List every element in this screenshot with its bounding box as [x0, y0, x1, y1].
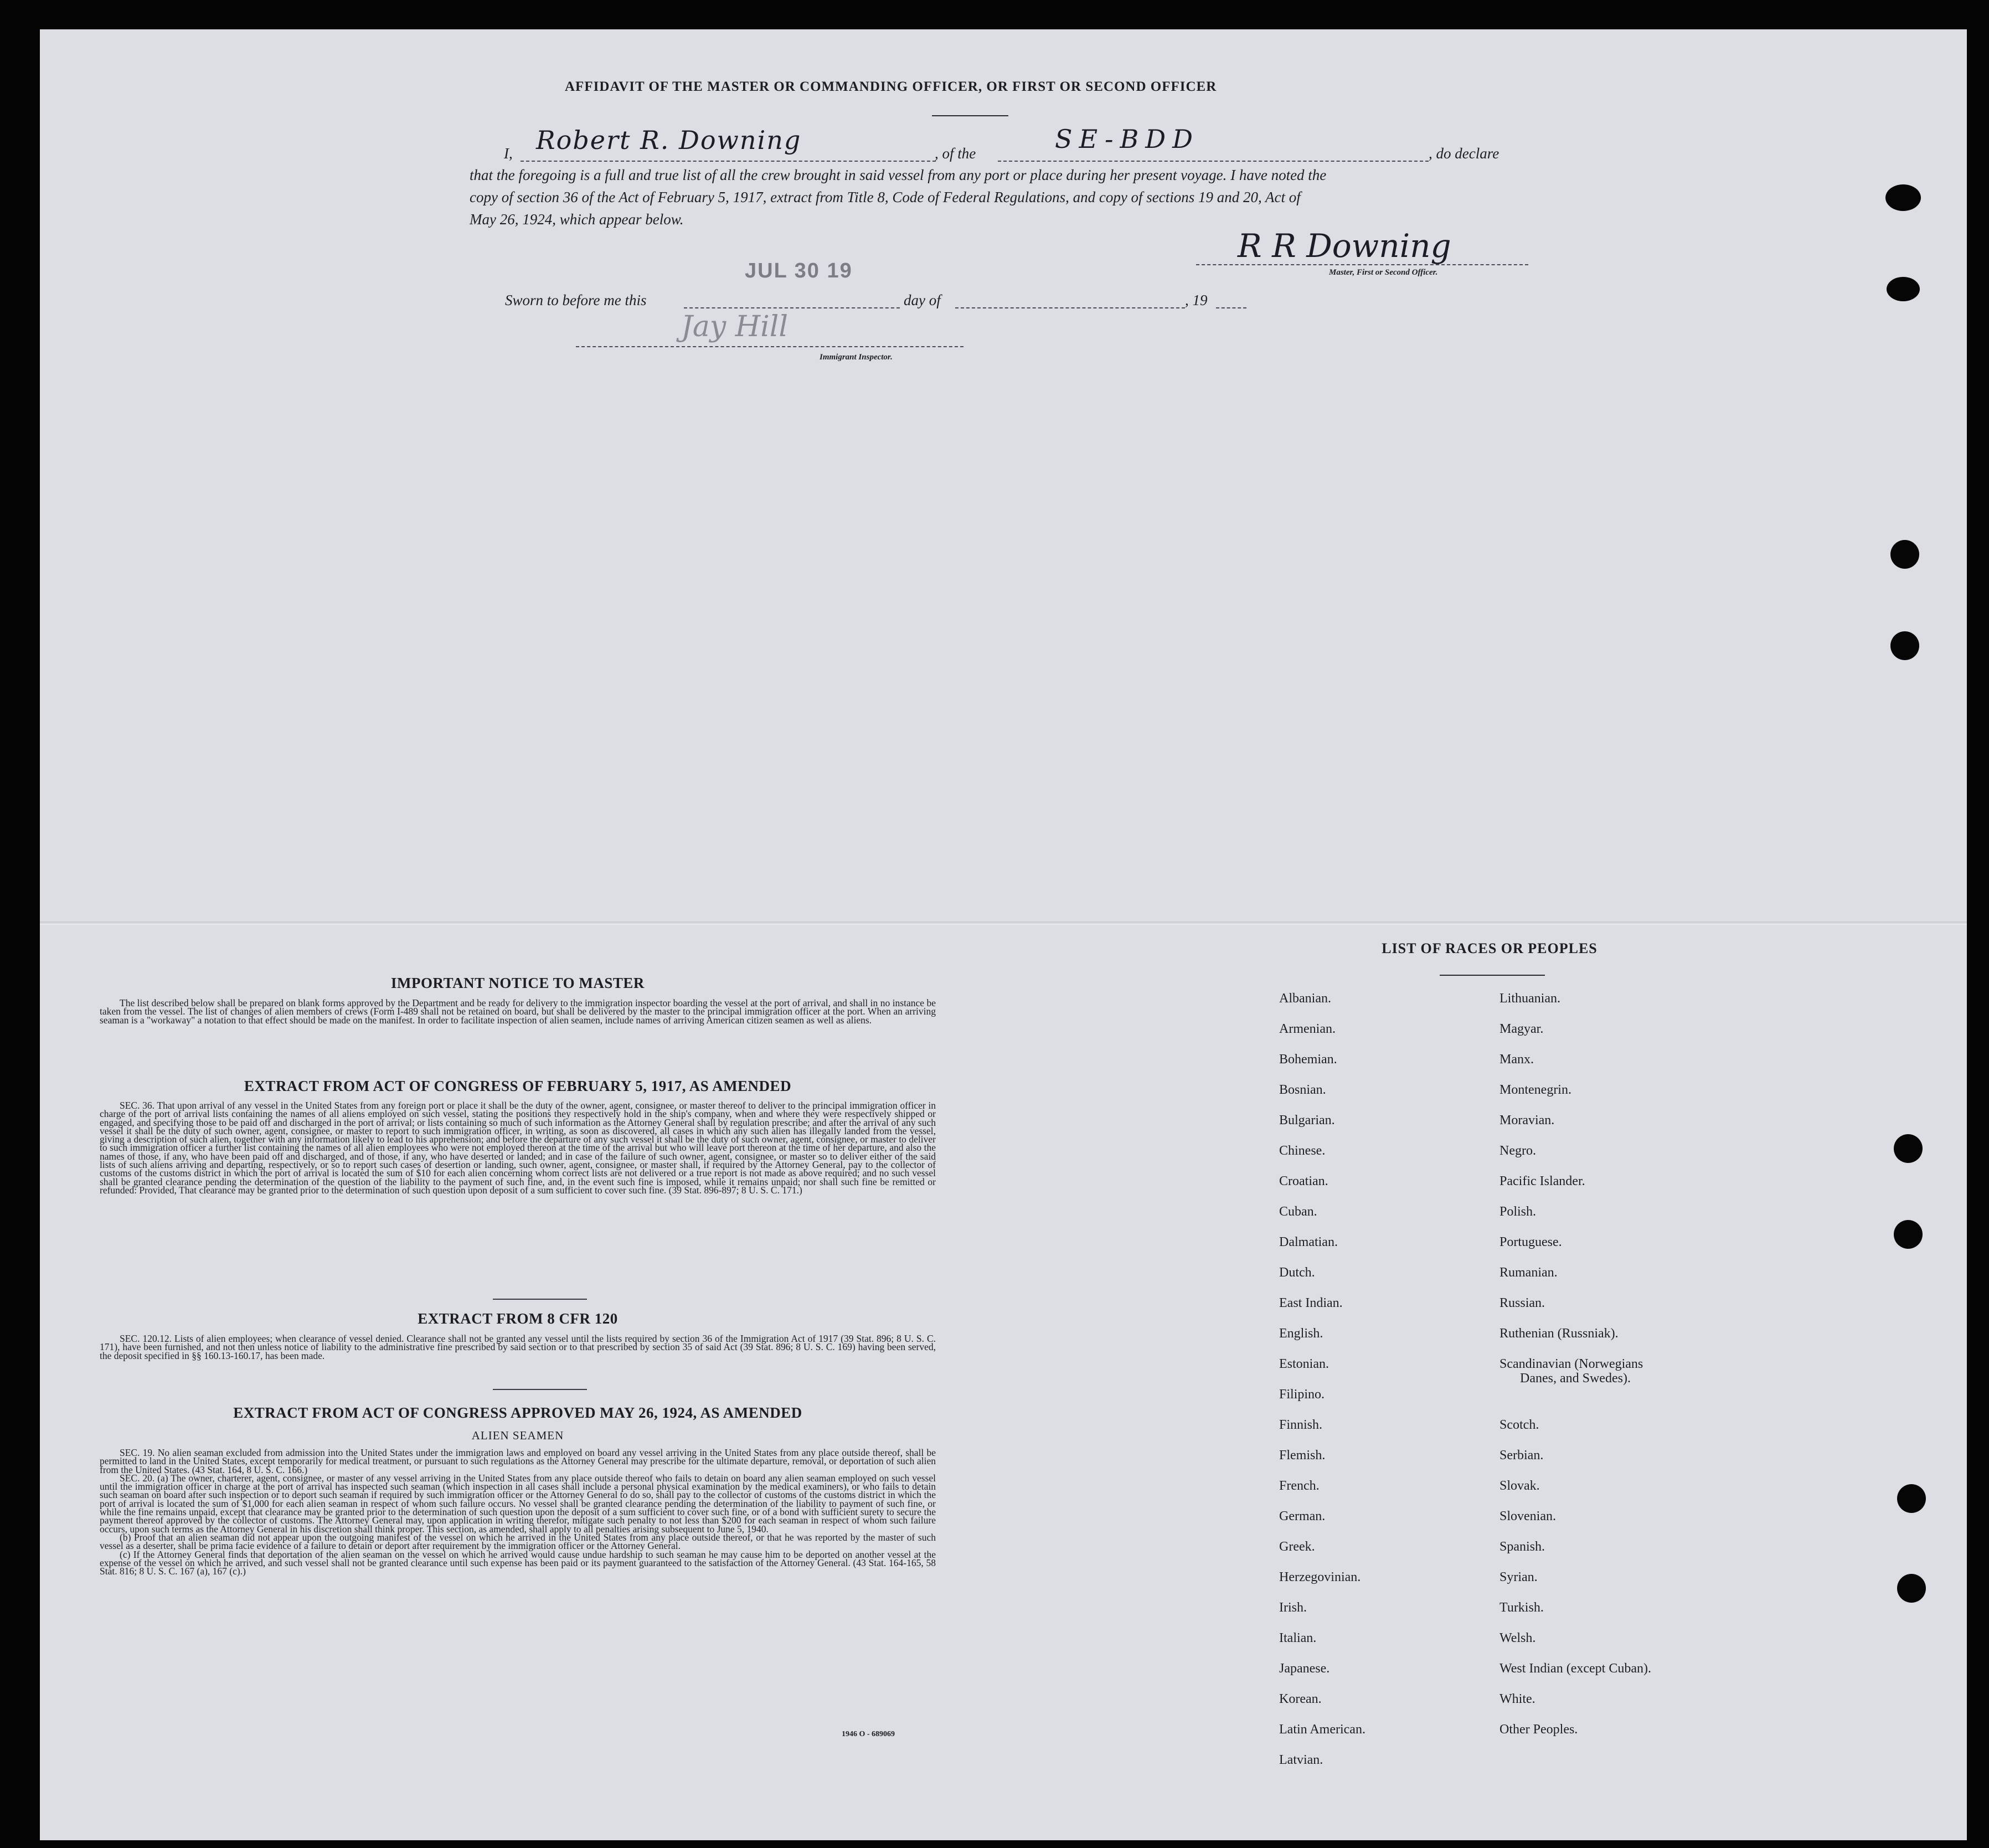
print-code: 1946 O - 689069 [842, 1730, 895, 1738]
race-item: Irish. [1279, 1600, 1307, 1615]
section-divider [493, 1389, 587, 1390]
race-item: Dutch. [1279, 1265, 1315, 1280]
sec-20c: (c) If the Attorney General finds that deportation of the alien seaman on the vessel on which he arrived would cause undue hardship to such seaman he may cause him to be deported on another vessel at the expense of the vessel on which he arrived, and such vessel shall not be granted clearance until such expense has been paid or its payment guaranteed to the satisfaction of the Attorney General. (43 Stat. 164-165, 58 Stat. 816; 8 U. S. C. 167 (a), 167 (c).) [100, 1548, 936, 1577]
extract-1924-title: EXTRACT FROM ACT OF CONGRESS APPROVED MAY 26, 1924, AS AMENDED [233, 1404, 802, 1421]
race-item: Other Peoples. [1500, 1722, 1578, 1737]
master-name-handwritten: Robert R. Downing [536, 125, 802, 155]
race-item: Serbian. [1500, 1448, 1544, 1463]
binder-hole [1890, 631, 1919, 660]
race-item: Flemish. [1279, 1448, 1326, 1463]
master-signature-line [1196, 264, 1528, 265]
race-item: Manx. [1500, 1052, 1534, 1067]
race-item: White. [1500, 1692, 1535, 1706]
race-item: Portuguese. [1500, 1235, 1562, 1249]
extract-1924-subtitle: ALIEN SEAMEN [471, 1429, 564, 1442]
race-item: Estonian. [1279, 1357, 1329, 1371]
year-blank [1216, 307, 1246, 308]
title-underline [932, 115, 1008, 116]
race-item: Albanian. [1279, 991, 1331, 1006]
notice-title: IMPORTANT NOTICE TO MASTER [391, 975, 645, 991]
race-item: Russian. [1500, 1296, 1545, 1310]
date-stamp: JUL 30 19 [745, 259, 853, 282]
extract-1917-title: EXTRACT FROM ACT OF CONGRESS OF FEBRUARY 5, 1917, AS AMENDED [244, 1078, 792, 1094]
race-item: Ruthenian (Russniak). [1500, 1326, 1619, 1341]
race-item: Korean. [1279, 1692, 1322, 1706]
race-item: Rumanian. [1500, 1265, 1558, 1280]
race-item: Bohemian. [1279, 1052, 1337, 1067]
race-item: Bosnian. [1279, 1083, 1326, 1097]
master-signature-handwritten: R R Downing [1238, 227, 1451, 265]
race-item: Croatian. [1279, 1174, 1328, 1188]
races-title-underline [1440, 975, 1545, 976]
sec-19: SEC. 19. No alien seaman excluded from admission into the United States under the immigration laws and employed on board any vessel arriving in the United States from any place outside thereof, shall be permitted to land in the United States, except temporarily for medical treatment, or pursuant to such regulations as the Attorney General may prescribe for the ultimate departure, removal, or deportation of such alien from the United States. (43 Stat. 164, 8 U. S. C. 166.) [100, 1447, 936, 1475]
race-item: Bulgarian. [1279, 1113, 1335, 1128]
inspector-signature-handwritten: Jay Hill [681, 310, 788, 343]
affidavit-body-line3: May 26, 1924, which appear below. [470, 211, 684, 228]
vessel-blank [998, 161, 1429, 162]
race-item: Moravian. [1500, 1113, 1555, 1128]
race-item: Scotch. [1500, 1418, 1539, 1432]
race-item: Dalmatian. [1279, 1235, 1338, 1249]
name-blank [521, 161, 936, 162]
affidavit-title: AFFIDAVIT OF THE MASTER OR COMMANDING OFFICER, OR FIRST OR SECOND OFFICER [565, 79, 1217, 94]
section-divider [493, 1299, 587, 1300]
extract-1924-text [100, 1449, 936, 1576]
binder-hole [1897, 1574, 1926, 1603]
sec-20b: (b) Proof that an alien seaman did not appear upon the outgoing manifest of the vessel on which he arrived in the United States from any place outside thereof, or that he was reported by the master of such vessel as a deserter, shall be prima facie evidence of a failure to detain or deport after requirement by the immigration officer or the Attorney General. [100, 1531, 936, 1552]
binder-hole [1897, 1484, 1926, 1513]
race-item: Herzegovinian. [1279, 1570, 1361, 1584]
race-item: Syrian. [1500, 1570, 1538, 1584]
notice-text: The list described below shall be prepared on blank forms approved by the Department and be ready for delivery to the immigration inspector boarding the vessel at the port of arrival, and shall in no instance be taken from the vessel. The list of changes of alien members of crews (Form I-489 shall not be retained on board, but shall be delivered by the master to the principal immigration officer at the port. When an arriving seaman is a "workaway" a notation to that effect should be made on the manifest. In order to facilitate inspection of alien seamen, include names of arriving American citizen seamen as well as aliens. [100, 997, 936, 1026]
binder-hole [1890, 540, 1919, 569]
affidavit-body-line2: copy of section 36 of the Act of February 5, 1917, extract from Title 8, Code of Federal Regulations, and copy of sections 19 and 20, Act of [470, 189, 1301, 205]
race-item: Negro. [1500, 1144, 1536, 1158]
race-item: Welsh. [1500, 1631, 1536, 1645]
race-item: French. [1279, 1479, 1320, 1493]
race-item: Italian. [1279, 1631, 1317, 1645]
sec-20a: SEC. 20. (a) The owner, charterer, agent, consignee, or master of any vessel arriving in the United States from any place outside thereof who fails to detain on board any alien seaman employed on such vessel until the immigration officer in charge at the port of arrival has inspected such seaman (which inspection in all cases shall include a personal physical examination by the medical examiners), or who fails to detain such seaman on board after such inspection or to deport such seaman if required by such immigration officer or the Attorney General to do so, shall pay to the collector of customs of the customs district in which the port of arrival is located the sum of $1,000 for each alien seaman in respect of whom such failure occurs. No vessel shall be granted clearance pending the determination of the liability to payment of such fine, or while the fine remains unpaid, except that clearance may be granted prior to the determination of such question upon the deposit of a sum sufficient to cover such fine, or of a bond with sufficient surety to secure the payment thereof approved by the collector of customs. The Attorney General may, upon application in writing therefor, mitigate such penalty to not less than $200 for each seaman in respect of whom such failure occurs, upon such terms as the Attorney General in his discretion shall think proper. This section, as amended, shall apply to all penalties arising subsequent to June 5, 1940. [100, 1472, 936, 1535]
race-item: Latvian. [1279, 1753, 1323, 1767]
race-item: Slovenian. [1500, 1509, 1556, 1523]
binder-hole [1887, 277, 1920, 301]
race-item: Japanese. [1279, 1661, 1330, 1676]
day-blank [684, 307, 900, 308]
sworn-label: Sworn to before me this [505, 292, 647, 308]
binder-hole [1885, 184, 1921, 211]
race-item: Polish. [1500, 1204, 1537, 1219]
races-title: LIST OF RACES OR PEOPLES [1382, 940, 1598, 956]
extract-1917-text: SEC. 36. That upon arrival of any vessel in the United States from any foreign port or place it shall be the duty of the owner, agent, consignee, or master thereof to deliver to the principal immigration officer in charge of the port of arrival lists containing the names of all aliens employed on such vessel, stating the positions they respectively hold in the ship's company, when and where they were respectively shipped or engaged, and specifying those to be paid off and discharged in the port of arrival; or lists containing so much of such information as the Attorney General shall by regulation prescribe; and after the arrival of any such vessel it shall be the duty of such owner, agent, consignee, or master to report to such immigration officer, in writing, as soon as discovered, all cases in which any such alien has illegally landed from the vessel, giving a description of such alien, together with any information likely to lead to his apprehension; and before the departure of any such vessel it shall be the duty of such owner, agent, consignee, or master to deliver to such immigration officer a further list containing the names of all alien employees who were not employed thereon at the time of the arrival but who will leave port thereon at the time of her departure, and also the names of those, if any, who have been paid off and discharged, and of those, if any, who have deserted or landed; and in case of the failure of such owner, agent, consignee, or master so to deliver either of the said lists of such aliens arriving and departing, respectively, or so to report such cases of desertion or landing, such owner, agent, consignee, or master shall, if required by the Attorney General, pay to the collector of customs of the customs district in which the port of arrival is located the sum of $10 for each alien concerning whom correct lists are not delivered or a true report is not made as above required; and no such vessel shall be granted clearance pending the determination of the question of the liability to the payment of such fine, and, in the event such fine is imposed, while it remains unpaid; nor shall such fine be remitted or refunded: Provided, That clearance may be granted prior to the determination of such question upon deposit of a sum sufficient to cover such fine. (39 Stat. 896-897; 8 U. S. C. 171.) [100, 1100, 936, 1196]
month-blank [955, 307, 1185, 308]
vessel-handwritten: SE-BDD [1055, 124, 1200, 154]
race-item: Lithuanian. [1500, 991, 1560, 1006]
binder-hole [1894, 1220, 1923, 1249]
page-fold [40, 922, 1967, 925]
race-item: Magyar. [1500, 1022, 1544, 1036]
race-item: Finnish. [1279, 1418, 1323, 1432]
race-item: West Indian (except Cuban). [1500, 1661, 1651, 1676]
inspector-caption: Immigrant Inspector. [820, 353, 893, 362]
race-item: Turkish. [1500, 1600, 1544, 1615]
race-item: Montenegrin. [1500, 1083, 1571, 1097]
extract-cfr-text: SEC. 120.12. Lists of alien employees; when clearance of vessel denied. Clearance shall not be granted any vessel until the lists required by section 36 of the Immigration Act of 1917 (39 Stat. 896; 8 U. S. C. 171), have been furnished, and not then unless notice of liability to the administrative fine prescribed by said section or to that prescribed by section 35 of said Act (39 Stat. 896; 8 U. S. C. 169) having been served, the deposit specified in §§ 160.13-160.17, has been made. [100, 1333, 936, 1361]
race-item: Slovak. [1500, 1479, 1540, 1493]
race-item: Latin American. [1279, 1722, 1365, 1737]
race-item: Filipino. [1279, 1387, 1325, 1402]
race-item-continuation: Danes, and Swedes). [1520, 1371, 1631, 1386]
race-item: East Indian. [1279, 1296, 1343, 1310]
inspector-signature-line [576, 346, 963, 347]
day-of-label: day of [904, 292, 941, 308]
binder-hole [1894, 1134, 1923, 1163]
master-signature-caption: Master, First or Second Officer. [1329, 268, 1438, 277]
race-item: English. [1279, 1326, 1323, 1341]
of-the-label: , of the [935, 145, 976, 162]
affidavit-intro: I, [504, 145, 513, 162]
race-item: Spanish. [1500, 1540, 1545, 1554]
do-declare-label: , do declare [1429, 145, 1500, 162]
affidavit-body-line1: that the foregoing is a full and true list of all the crew brought in said vessel from any port or place during her present voyage. I have noted the [470, 167, 1327, 183]
year-label: , 19 [1185, 292, 1208, 308]
race-item: Pacific Islander. [1500, 1174, 1585, 1188]
race-item: Chinese. [1279, 1144, 1326, 1158]
race-item: German. [1279, 1509, 1326, 1523]
race-item: Armenian. [1279, 1022, 1336, 1036]
extract-cfr-title: EXTRACT FROM 8 CFR 120 [418, 1310, 618, 1327]
race-item: Scandinavian (Norwegians [1500, 1357, 1643, 1371]
race-item: Greek. [1279, 1540, 1315, 1554]
race-item: Cuban. [1279, 1204, 1317, 1219]
